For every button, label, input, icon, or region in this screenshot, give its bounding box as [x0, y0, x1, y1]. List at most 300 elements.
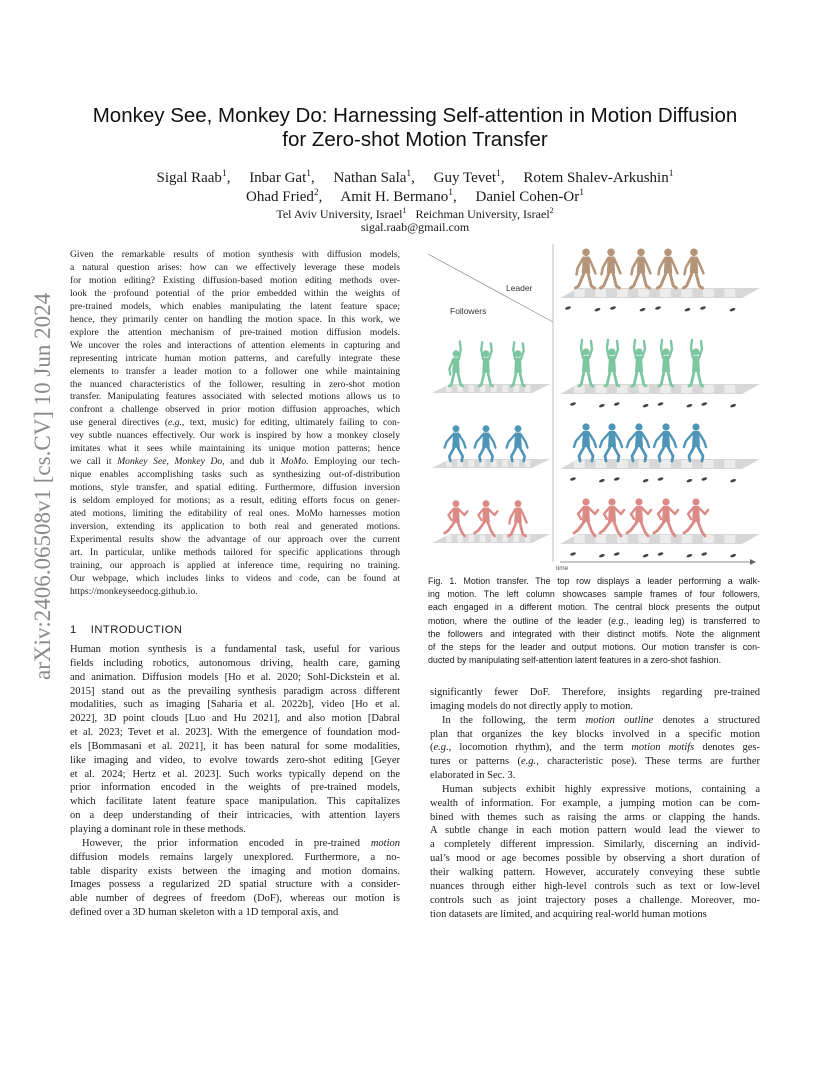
character-leg: [698, 372, 703, 386]
figure-character: [627, 423, 649, 461]
body-line: able number of degrees of freedom (DoF), whereas our motion is: [70, 893, 400, 905]
character-leg: [574, 522, 584, 533]
figure-footprint: [730, 403, 737, 408]
figure-floor-tile: [574, 289, 585, 297]
figure-floor-tile: [469, 535, 475, 542]
figure-footprint: [686, 553, 693, 558]
character-arm: [600, 433, 609, 447]
character-leg: [475, 523, 485, 533]
figure-character: [574, 498, 598, 536]
body-line: significantly fewer DoF. Therefore, insights regarding pre-trained: [430, 687, 760, 698]
character-head: [664, 249, 672, 257]
figure-floor-tile: [457, 535, 463, 542]
character-arm: [589, 341, 592, 358]
abstract-line: we call it Monkey See, Monkey Do, and dub it MoMo. Employing our tech-: [70, 456, 400, 468]
character-leg: [641, 447, 646, 461]
authors-line-2: Ohad Fried$^2$, Amit H. Bermano$^1$, Daniel Cohen-Or$^1$: [246, 188, 584, 205]
right-column-body: [430, 686, 760, 921]
body-line: (e.g., locomotion rhythm), and the term motion motifs denotes ges-: [430, 742, 761, 754]
figure-floor-tile: [514, 535, 520, 542]
figure-character: [507, 425, 528, 461]
character-arm: [642, 508, 651, 514]
character-arm: [459, 509, 468, 515]
character-leg: [588, 372, 593, 386]
figure-floor-tile: [703, 460, 714, 468]
figure-character: [684, 423, 706, 461]
character-head: [483, 500, 490, 507]
character-arm: [699, 508, 708, 514]
figure-floor-tile: [514, 460, 520, 467]
caption-line: the followers and integrated with their distinct motifs. Note the alignment: [428, 628, 760, 639]
figure-floor-tile: [639, 289, 650, 297]
character-leg: [588, 447, 593, 461]
character-leg: [659, 447, 664, 461]
character-head: [453, 425, 460, 432]
body-line: 2022], 3D point clouds [Luo and Hu 2021], and also motion [Dabral: [70, 713, 400, 725]
figure-footprint: [642, 478, 649, 483]
caption-line: motion, where the outline of the leader (e.g., leading leg) is transferred to: [428, 615, 760, 626]
paper-title: [60, 104, 770, 152]
character-arm: [578, 508, 583, 519]
figure-footprint: [686, 478, 693, 483]
body-line: bined with themes such as raising the arms or clapping the hands.: [430, 811, 760, 823]
abstract-line: nique enables accomplishing tasks such as synthesizing out-of-distribution: [70, 469, 400, 481]
body-line: prior information encoded in the weights of pre-trained models,: [70, 782, 400, 794]
character-head: [453, 500, 460, 507]
figure-footprint: [729, 307, 736, 312]
character-leg: [605, 447, 610, 461]
character-arm: [604, 508, 609, 519]
abstract-line: training, our approach is applied at inference time, requiring no training.: [70, 559, 400, 571]
character-leg: [632, 447, 637, 461]
abstract-line: explore the attention mechanism of pre-trained motion diffusion models.: [70, 326, 400, 338]
figure-character: [475, 425, 496, 461]
character-arm: [691, 340, 693, 358]
abstract-line: Our webpage, which includes links to videos and code, can be found at: [70, 572, 400, 584]
character-head: [608, 498, 615, 505]
figure-character: [445, 425, 466, 461]
figure-caption: [428, 575, 760, 667]
figure-footprint: [613, 552, 620, 557]
character-leg: [600, 522, 610, 533]
caption-line: of the steps for the leader and output motions. Our motion transfer is con-: [428, 642, 760, 653]
character-leg: [641, 372, 646, 386]
figure-footprint: [610, 306, 617, 311]
figure-floor-tile: [703, 385, 714, 393]
character-head: [483, 425, 490, 432]
author-name: Daniel Cohen-Or: [475, 189, 580, 205]
figure-footprint: [570, 402, 577, 407]
affiliation-2-sup: 2: [549, 206, 554, 215]
figure-footprint: [594, 307, 601, 312]
character-arm: [631, 508, 636, 519]
character-arm: [589, 259, 595, 274]
figure-label-time: time: [556, 565, 569, 572]
character-leg: [643, 273, 649, 288]
caption-line: ing motion. The left column showcases sample frames of four followers,: [428, 589, 760, 600]
character-leg: [696, 273, 702, 288]
affiliation-1-sup: 1: [402, 206, 407, 215]
figure-footprint: [570, 552, 577, 557]
body-line: a completely different impression. Similarly, discerning an individ-: [430, 839, 760, 851]
character-leg: [588, 522, 595, 536]
figure-character: [605, 340, 619, 386]
character-head: [582, 423, 589, 430]
character-leg: [668, 447, 673, 461]
figure-footprint: [657, 552, 664, 557]
character-head: [635, 423, 642, 430]
body-line: In the following, the term motion outline denotes a structured: [442, 714, 760, 726]
character-head: [662, 498, 669, 505]
figure-footprint: [730, 553, 737, 558]
figure-character: [449, 341, 462, 386]
character-leg: [445, 523, 455, 533]
character-head: [515, 500, 522, 507]
body-line: et al. 2023; Tevet et al. 2023]. With the emergence of foundation mod-: [70, 727, 400, 739]
caption-line: each engaged in a different motion. The central block presents the output: [428, 602, 760, 613]
character-head: [582, 498, 589, 505]
figure-footprint: [599, 553, 606, 558]
character-arm: [475, 434, 484, 447]
character-leg: [668, 372, 673, 386]
figure-character: [632, 340, 646, 386]
abstract-line: representing intricate human motion patterns, and carefully integrate these: [70, 352, 400, 364]
character-arm: [478, 509, 483, 519]
figure-character: [600, 423, 622, 461]
figure-label-leader: Leader: [506, 283, 533, 293]
character-leg: [668, 522, 675, 536]
abstract-line: inversion, extending its application to both real and generated motions.: [70, 521, 400, 533]
body-line: controls such as joint trajectory poses a challenge. Moreover, mo-: [430, 894, 760, 906]
body-line: imaging models do not directly apply to motion.: [430, 700, 633, 712]
character-arm: [699, 433, 706, 447]
figure-footprint: [657, 402, 664, 407]
body-line: table disparity exists between the imaging and motion domains.: [70, 865, 400, 877]
figure-floor-tile: [525, 460, 531, 467]
character-leg: [579, 447, 584, 461]
character-arm: [658, 508, 663, 519]
character-leg: [613, 273, 619, 288]
figure-footprint: [701, 477, 708, 482]
character-arm: [669, 341, 672, 358]
author-affiliation-sup: 1: [496, 169, 501, 179]
figure-floor-tile: [682, 289, 693, 297]
figure-floor-tile: [682, 535, 693, 543]
author-affiliation-sup: 1: [221, 169, 227, 179]
character-head: [582, 249, 590, 257]
character-leg: [698, 522, 705, 536]
author-name: Guy Tevet: [433, 170, 497, 186]
title-line-1: Monkey See, Monkey Do: Harnessing Self-attention in Motion Diffusion: [92, 104, 738, 127]
abstract-line: confront a challenge observed in prior motion diffusion approaches, which: [70, 404, 400, 416]
body-line: Images possess a regularized 2D spatial structure with a consider-: [70, 879, 400, 891]
figure-floor-tile: [725, 385, 736, 393]
character-leg: [614, 372, 619, 386]
figure-floor-tile: [514, 385, 520, 392]
character-arm: [589, 508, 598, 514]
title-line-2: for Zero-shot Motion Transfer: [282, 128, 548, 151]
character-arm: [615, 433, 622, 447]
body-line: their walking pattern. However, accurately conveying these subtle: [430, 866, 760, 878]
abstract-line: imitates what it sees while maintaining its unique motion patterns; hence: [70, 443, 400, 455]
body-line: and animation. Diffusion models [Ho et al. 2020; Sohl-Dickstein et al.: [70, 671, 400, 683]
body-line: elaborated in Sec. 3.: [430, 770, 516, 782]
character-arm: [521, 343, 524, 359]
figure-floor-tile: [502, 535, 508, 542]
character-arm: [589, 433, 596, 447]
figure-floor-tile: [596, 535, 607, 543]
character-arm: [581, 340, 583, 358]
body-line: tures or patterns (e.g., characteristic pose). These terms are further: [430, 756, 760, 768]
character-leg: [588, 273, 594, 288]
character-arm: [615, 341, 618, 358]
authors-line-1: Sigal Raab$^1$, Inbar Gat$^1$, Nathan Sala$^1$, Guy Tevet$^1$, Rotem Shalev-Arkushin$^1$: [156, 169, 674, 186]
figure-character: [631, 249, 651, 288]
author-affiliation-sup: 1: [448, 188, 454, 198]
character-head: [690, 249, 698, 257]
figure-footprint: [642, 553, 649, 558]
character-arm: [513, 342, 515, 359]
figure-floor-tile: [725, 535, 736, 543]
section-title: INTRODUCTION: [90, 624, 183, 636]
figure-character: [684, 498, 708, 536]
figure-time-arrow: [750, 559, 756, 565]
character-arm: [459, 434, 466, 447]
figure-footprint: [700, 306, 707, 311]
author-name: Amit H. Bermano: [340, 189, 449, 205]
figure-character: [579, 340, 593, 386]
figure-footprint: [613, 477, 620, 482]
author-affiliation-sup: 1: [306, 169, 311, 179]
body-line: plan that organizes the key blocks involved in a specific motion: [430, 728, 760, 740]
character-leg: [689, 372, 694, 386]
figure-footprint: [686, 403, 693, 408]
abstract-line: look the profound potential of the prior embedded within the weights of: [70, 287, 400, 299]
affiliation-1: Tel Aviv University, Israel: [276, 207, 403, 221]
figure-footprint: [565, 306, 572, 311]
abstract-line: elements to transfer a leader motion to a follower one while maintaining: [70, 365, 400, 377]
body-line: nuances through either high-level controls such as text or low-level: [430, 880, 760, 892]
body-line: tion datasets are limited, and acquiring real-world human motions: [430, 908, 707, 920]
figure-footprint: [613, 402, 620, 407]
character-arm: [445, 434, 454, 447]
character-leg: [641, 522, 648, 536]
character-arm: [654, 433, 663, 447]
character-leg: [627, 522, 637, 533]
author-affiliation-sup: 1: [668, 169, 674, 179]
character-leg: [689, 447, 694, 461]
character-head: [692, 423, 699, 430]
character-head: [637, 249, 645, 257]
author-affiliation-sup: 1: [579, 188, 584, 198]
figure-footprint: [730, 478, 737, 483]
character-arm: [574, 433, 583, 447]
body-line: wealth of information. For example, a jumping motion can be com-: [430, 797, 760, 809]
figure-floor-tile: [502, 385, 508, 392]
figure-footprint: [701, 552, 708, 557]
character-arm: [642, 341, 645, 358]
character-leg: [670, 273, 676, 288]
figure-floor-tile: [660, 460, 671, 468]
character-head: [662, 423, 669, 430]
abstract: [70, 249, 400, 599]
figure-floor-tile: [480, 535, 486, 542]
figure-floor-tile: [574, 535, 585, 543]
character-arm: [661, 340, 663, 358]
character-arm: [481, 342, 483, 359]
figure-character: [689, 340, 703, 386]
character-arm: [521, 434, 528, 447]
author-name: Sigal Raab: [156, 170, 222, 186]
caption-line: Fig. 1. Motion transfer. The top row displays a leader performing a walk-: [428, 576, 760, 586]
body-line: playing a dominant role in these methods.: [70, 823, 246, 835]
character-arm: [669, 433, 676, 447]
body-line: which facilitate latent feature space manipulation. This capitalizes: [70, 796, 400, 808]
figure-floor-tile: [502, 460, 508, 467]
character-arm: [489, 509, 498, 515]
character-head: [515, 425, 522, 432]
figure-footprint: [570, 477, 577, 482]
character-arm: [684, 433, 693, 447]
abstract-line: https://monkeyseedocg.github.io.: [70, 585, 198, 597]
abstract-line: pre-trained models, which enables manipulating the latent feature space;: [70, 300, 400, 312]
caption-line: ducted by manipulating self-attention latent features in a zero-shot fashion.: [428, 655, 722, 666]
character-arm: [697, 259, 703, 274]
figure-floor-tile: [703, 289, 714, 297]
figure-footprint: [684, 307, 691, 312]
figure-character: [654, 423, 676, 461]
character-arm: [448, 509, 453, 519]
character-arm: [489, 434, 496, 447]
left-column-body: [70, 643, 400, 920]
character-arm: [489, 343, 492, 359]
figure-floor-tile: [660, 289, 671, 297]
figure-footprint: [642, 403, 649, 408]
figure-character: [627, 498, 651, 536]
figure-floor-tile: [725, 460, 736, 468]
body-line: diffusion models remains largely unexplored. Furthermore, a no-: [70, 851, 400, 863]
character-head: [692, 498, 699, 505]
figure-floor-tile: [469, 385, 475, 392]
character-arm: [627, 433, 636, 447]
character-leg: [659, 372, 664, 386]
author-affiliation-sup: 1: [406, 169, 412, 179]
author-name: Nathan Sala: [333, 170, 407, 186]
character-head: [635, 498, 642, 505]
character-leg: [614, 522, 621, 536]
figure-character: [576, 249, 596, 288]
abstract-line: vey subtle nuances effectively. Our work is inspired by how a monkey closely: [70, 430, 400, 442]
character-arm: [634, 340, 636, 358]
figure-footprint: [701, 402, 708, 407]
figure-character: [600, 498, 624, 536]
figure-footprint: [639, 307, 646, 312]
abstract-line: is seldom employed for motions; as a result, editing efforts focus on gener-: [70, 495, 400, 507]
body-line: on a deep understanding of their intricacies, with attention layers: [70, 810, 400, 822]
character-leg: [605, 372, 610, 386]
character-leg: [698, 447, 703, 461]
section-number: 1: [70, 624, 77, 636]
character-head: [607, 249, 615, 257]
character-leg: [632, 372, 637, 386]
body-line: ual’s mood or age becomes possible by observing a short duration of: [430, 853, 760, 865]
character-arm: [671, 259, 677, 274]
figure-character: [659, 340, 673, 386]
figure-footprint: [657, 477, 664, 482]
abstract-line: for motion editing? Existing diffusion-based motion editing methods over-: [70, 274, 400, 286]
figure-floor-tile: [617, 289, 628, 297]
figure-character: [475, 500, 498, 536]
section-heading: [70, 624, 183, 636]
body-line: defined over a 3D human skeleton with a 1D temporal axis, and: [70, 907, 339, 919]
author-affiliation-sup: 2: [313, 188, 319, 198]
character-leg: [654, 522, 664, 533]
affiliation-2: Reichman University, Israel: [415, 207, 550, 221]
body-line: et al. 2024; Hertz et al. 2023]. Such works typically depend on the: [70, 768, 400, 780]
figure-floor-tile: [446, 535, 452, 542]
abstract-line: We uncover the roles and interactions of attention elements in capturing and: [70, 339, 400, 351]
body-line: However, the prior information encoded in pre-trained motion: [82, 837, 400, 849]
abstract-line: Experimental results show the advantage of our approach over the current: [70, 533, 400, 545]
character-arm: [521, 509, 527, 522]
body-line: 2015] stand out as the prevailing synthesis paradigm across different: [70, 685, 400, 697]
abstract-line: hence, they primarily center on handling the motion space. In this work, we: [70, 313, 400, 325]
body-line: modalities, such as imaging [Saharia et al. 2022b], video [Ho et al.: [70, 699, 400, 711]
body-line: Human subjects exhibit highly expressive motions, containing a: [442, 783, 760, 795]
abstract-line: motions, style transfer, and spatial editing. Furthermore, diffusion inversion: [70, 482, 400, 494]
body-line: els [Bommasani et al. 2021], it has been natural for some modalities,: [70, 740, 400, 752]
character-arm: [607, 340, 609, 358]
author-name: Rotem Shalev-Arkushin: [523, 170, 669, 186]
character-arm: [459, 341, 461, 359]
figure-character: [601, 249, 621, 288]
body-line: fields including robotics, autonomous driving, health care, gaming: [70, 657, 400, 669]
body-line: like imaging and video, to evolve towards zero-shot editing [Geyer: [70, 754, 400, 766]
figure-character: [574, 423, 596, 461]
figure-character: [658, 249, 678, 288]
abstract-line: Given the remarkable results of motion synthesis with diffusion models,: [70, 249, 400, 260]
character-arm: [614, 259, 620, 274]
abstract-line: art. In particular, unlike methods tailored for specific applications through: [70, 546, 400, 558]
figure-diagonal: [428, 254, 553, 322]
figure-footprint: [599, 478, 606, 483]
character-leg: [579, 372, 584, 386]
arxiv-sidebar-stamp: [20, 290, 62, 680]
abstract-line: ated motions, limiting the editability of real ones. MoMo harnesses motion: [70, 508, 400, 520]
figure-floor-tile: [660, 535, 671, 543]
email: sigal.raab@gmail.com: [360, 220, 470, 234]
character-arm: [688, 508, 693, 519]
character-arm: [669, 508, 678, 514]
abstract-line: use general directives (e.g., text, music) for editing, ultimately failing to con-: [70, 417, 400, 429]
character-arm: [642, 433, 649, 447]
figure-floor-tile: [725, 289, 736, 297]
author-name: Ohad Fried: [246, 189, 314, 205]
figure-floor-tile: [596, 289, 607, 297]
figure-character: [509, 500, 527, 536]
figure-character: [445, 500, 468, 536]
figure-footprint: [599, 403, 606, 408]
body-line: Human motion synthesis is a fundamental task, useful for various: [70, 644, 400, 655]
character-arm: [644, 259, 650, 274]
figure-character: [684, 249, 704, 288]
figure-character: [479, 342, 492, 386]
character-leg: [614, 447, 619, 461]
figure-floor-tile: [469, 460, 475, 467]
character-arm: [699, 341, 702, 358]
arxiv-id: arXiv:2406.06508v1 [cs.CV] 10 Jun 2024: [30, 292, 55, 680]
character-leg: [684, 522, 694, 533]
